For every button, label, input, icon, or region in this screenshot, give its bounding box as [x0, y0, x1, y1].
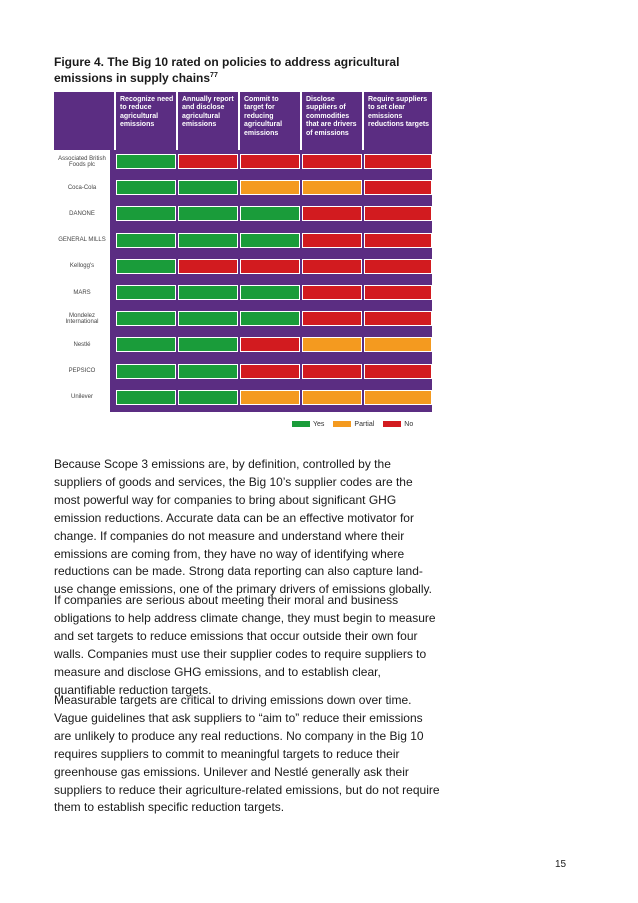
company-logo: Kellogg's: [54, 255, 110, 278]
rating-cell-yes: [116, 390, 176, 405]
company-row: [54, 176, 432, 199]
rating-cell-no: [364, 259, 432, 274]
legend-swatch-yes: [292, 421, 310, 427]
legend-no: No: [383, 421, 413, 428]
rating-cell-no: [364, 364, 432, 379]
legend-partial: Partial: [333, 421, 374, 428]
rating-cell-yes: [116, 364, 176, 379]
rating-cell-partial: [240, 390, 300, 405]
rating-cell-no: [178, 154, 238, 169]
column-header: Recognize need to reduce agricultural emissions: [116, 92, 176, 150]
company-logo: Mondelez International: [54, 307, 110, 330]
rating-cell-no: [364, 154, 432, 169]
rating-cell-yes: [178, 311, 238, 326]
rating-cell-yes: [116, 154, 176, 169]
rating-cell-yes: [240, 206, 300, 221]
company-logo: Unilever: [54, 386, 110, 409]
rating-cell-no: [240, 364, 300, 379]
rating-cell-no: [302, 206, 362, 221]
rating-cell-no: [364, 233, 432, 248]
rating-cell-yes: [116, 259, 176, 274]
rating-cell-yes: [178, 233, 238, 248]
company-row: [54, 281, 432, 304]
rating-cell-yes: [240, 311, 300, 326]
paragraph-2: If companies are serious about meeting their moral and business obligations to help address climate change, they must begin to measure and set targets to reduce emissions that occur outside their own four walls. Companies must use their supplier codes to require suppliers to measure and disclose GHG emissions, and to establish clear, quantifiable reduction targets.: [54, 593, 436, 697]
rating-cell-yes: [116, 206, 176, 221]
company-logo: MARS: [54, 281, 110, 304]
rating-cell-yes: [116, 285, 176, 300]
header-left-fill: [54, 92, 114, 150]
rating-cell-no: [302, 259, 362, 274]
rating-cell-no: [364, 206, 432, 221]
rating-cell-no: [302, 311, 362, 326]
company-row: [54, 255, 432, 278]
rating-cell-no: [302, 364, 362, 379]
paragraph-3: Measurable targets are critical to driving emissions down over time. Vague guidelines that ask suppliers to “aim to” reduce their emissions are unlikely to produce any real reductions. No company in the Big 10 requires suppliers to commit to meaningful targets to reduce their greenhouse gas emissions. Unilever and Nestlé generally ask their suppliers to reduce their agriculture-related emissions, but do not require them to establish specific reduction targets.: [54, 693, 440, 815]
rating-cell-yes: [178, 364, 238, 379]
company-logo: PEPSICO: [54, 360, 110, 383]
legend-yes: Yes: [292, 421, 324, 428]
rating-cell-yes: [116, 311, 176, 326]
rating-cell-no: [364, 311, 432, 326]
rating-cell-yes: [240, 233, 300, 248]
company-logo: Coca-Cola: [54, 176, 110, 199]
ratings-figure: [54, 92, 432, 412]
rating-cell-yes: [116, 180, 176, 195]
rating-cell-no: [364, 285, 432, 300]
company-row: [54, 229, 432, 252]
rating-cell-no: [240, 259, 300, 274]
rating-cell-partial: [364, 337, 432, 352]
rating-cell-no: [302, 285, 362, 300]
rating-cell-yes: [178, 206, 238, 221]
rating-cell-yes: [178, 390, 238, 405]
rating-cell-no: [302, 233, 362, 248]
paragraph-1: Because Scope 3 emissions are, by definition, controlled by the suppliers of goods and services, the Big 10’s supplier codes are the most powerful way for companies to bring about significant GHG emission reductions. Accurate data can be an effective motivator for change. If companies do not measure and understand where their emissions are coming from, they have no way of identifying where reductions can be made. Strong data reporting can also capture land-use change emissions, one of the primary drivers of emissions globally.: [54, 457, 432, 597]
rating-cell-no: [240, 337, 300, 352]
legend: [292, 418, 422, 430]
rating-cell-partial: [364, 390, 432, 405]
rating-cell-yes: [240, 285, 300, 300]
legend-swatch-partial: [333, 421, 351, 427]
rating-cell-partial: [302, 390, 362, 405]
rating-cell-no: [364, 180, 432, 195]
company-logo: Associated British Foods plc: [54, 150, 110, 173]
column-header: Commit to target for reducing agricultural emissions: [240, 92, 300, 150]
rating-cell-yes: [178, 337, 238, 352]
column-header: Disclose suppliers of commodities that are drivers of emissions: [302, 92, 362, 150]
page-number: 15: [555, 859, 567, 870]
figure-title: Figure 4. The Big 10 rated on policies to address agricultural emissions in supply chains$^{77}$: [54, 55, 400, 85]
footnote-ref: 77: [210, 72, 218, 79]
company-logo: DANONE: [54, 202, 110, 225]
rating-cell-yes: [116, 233, 176, 248]
company-row: [54, 307, 432, 330]
rating-cell-yes: [178, 180, 238, 195]
company-row: [54, 150, 432, 173]
company-row: [54, 386, 432, 409]
rating-cell-no: [240, 154, 300, 169]
legend-swatch-no: [383, 421, 401, 427]
column-header: Require suppliers to set clear emissions reductions targets: [364, 92, 432, 150]
rating-cell-yes: [116, 337, 176, 352]
company-row: [54, 333, 432, 356]
company-logo: Nestlé: [54, 333, 110, 356]
rating-cell-partial: [240, 180, 300, 195]
rating-cell-no: [178, 259, 238, 274]
column-header: Annually report and disclose agricultural emissions: [178, 92, 238, 150]
company-logo: GENERAL MILLS: [54, 229, 110, 252]
company-row: [54, 360, 432, 383]
company-row: [54, 202, 432, 225]
rating-cell-partial: [302, 180, 362, 195]
rating-cell-no: [302, 154, 362, 169]
rating-cell-partial: [302, 337, 362, 352]
rating-cell-yes: [178, 285, 238, 300]
